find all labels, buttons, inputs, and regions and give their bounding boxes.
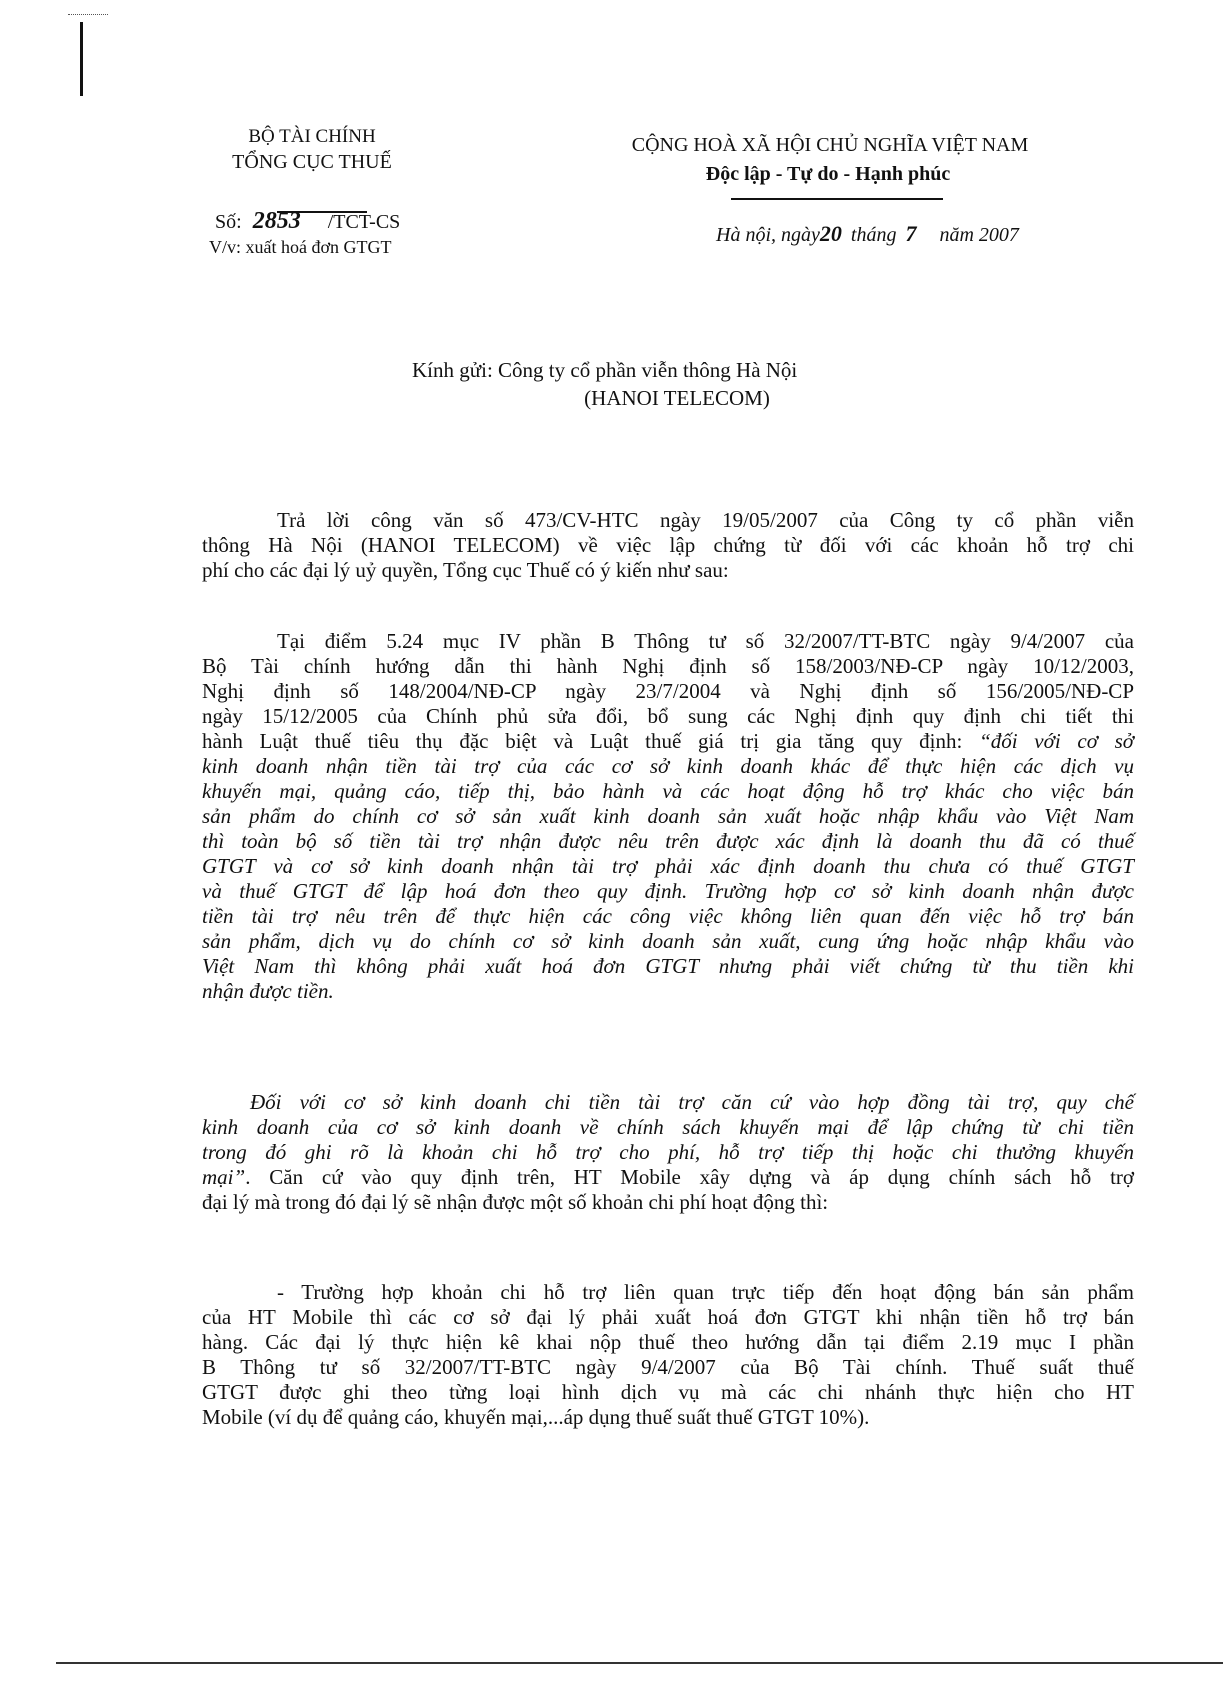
ministry-name: BỘ TÀI CHÍNH: [248, 126, 376, 147]
date-day-handwritten: 20: [819, 221, 842, 246]
text-line: [202, 829, 1134, 854]
text: B Thông tư số 32/2007/TT-BTC ngày 9/4/2007 của Bộ Tài chính. Thuế suất thuế: [202, 1355, 1134, 1379]
italic-text: sản phẩm do chính cơ sở sản xuất kinh doanh sản xuất hoặc nhập khẩu vào Việt Nam: [202, 804, 1134, 828]
italic-text: nhận được tiền.: [202, 979, 334, 1003]
text: thông Hà Nội (HANOI TELECOM) về việc lập chứng từ đối với các khoản hỗ trợ chi: [202, 533, 1134, 557]
number-handwritten: 2853: [252, 208, 301, 234]
italic-text: Đối với cơ sở kinh doanh chi tiền tài trợ căn cứ vào hợp đồng tài trợ, quy chế: [250, 1090, 1134, 1114]
text-line: [202, 679, 1134, 704]
number-label: Số:: [215, 211, 242, 233]
text-line: [202, 779, 1134, 804]
text-line: [202, 533, 1134, 558]
scan-mark: [80, 22, 83, 96]
recipient-name: (HANOI TELECOM): [584, 386, 770, 410]
scan-speck: [68, 14, 108, 17]
text-line: [202, 854, 1134, 879]
date-prefix: Hà nội, ngày: [716, 224, 820, 246]
text: Bộ Tài chính hướng dẫn thi hành Nghị định số 158/2003/NĐ-CP ngày 10/12/2003,: [202, 654, 1134, 678]
date-month-label: tháng: [850, 224, 897, 246]
text: của HT Mobile thì các cơ sở đại lý phải xuất hoá đơn GTGT khi nhận tiền hỗ trợ bán: [202, 1305, 1134, 1329]
italic-text: và thuế GTGT để lập hoá đơn theo quy định. Trường hợp cơ sở kinh doanh nhận được: [202, 879, 1134, 903]
text-line: [202, 1190, 1134, 1215]
number-suffix: /TCT-CS: [327, 211, 401, 233]
text-line: [202, 654, 1134, 679]
national-motto: Độc lập - Tự do - Hạnh phúc: [705, 163, 951, 185]
italic-text: khuyến mại, quảng cáo, tiếp thị, bảo hành và các hoạt động hỗ trợ khác cho việc bán: [202, 779, 1134, 803]
italic-text: kinh doanh nhận tiền tài trợ của các cơ sở kinh doanh khác để thực hiện các dịch vụ: [202, 754, 1134, 778]
italic-text: tiền tài trợ nêu trên để thực hiện các công việc không liên quan đến việc hỗ trợ bán: [202, 904, 1134, 928]
italic-text: GTGT và cơ sở kinh doanh nhận tài trợ phải xác định doanh thu chưa có thuế GTGT: [202, 854, 1134, 878]
issue-date: [716, 221, 1019, 247]
text: ngày 15/12/2005 của Chính phủ sửa đổi, bổ sung các Nghị định quy định chi tiết thi: [202, 704, 1134, 728]
text: hành Luật thuế tiêu thụ đặc biệt và Luật thuế giá trị gia tăng quy định:: [202, 729, 980, 753]
paragraph-legal-basis: [202, 629, 1134, 1004]
right-header-divider: [731, 198, 943, 200]
text: Trả lời công văn số 473/CV-HTC ngày 19/05/2007 của Công ty cổ phần viễn: [277, 508, 1134, 532]
country-name: CỘNG HOÀ XÃ HỘI CHỦ NGHĨA VIỆT NAM: [631, 134, 1029, 156]
text-line: [202, 754, 1134, 779]
text-line: [202, 1090, 1134, 1115]
text-line: [202, 929, 1134, 954]
text-line: [202, 508, 1134, 533]
text-line: [202, 1140, 1134, 1165]
paragraph-case-direct-support: [202, 1280, 1134, 1430]
department-name: TỔNG CỤC THUẾ: [232, 151, 392, 173]
text-line: [202, 804, 1134, 829]
text-line: [202, 1165, 1134, 1190]
text-line: [202, 979, 1134, 1004]
document-number: [215, 208, 400, 235]
text: Mobile (ví dụ để quảng cáo, khuyến mại,...áp dụng thuế suất thuế GTGT 10%).: [202, 1405, 870, 1429]
text-line: [202, 1330, 1134, 1355]
text-line: [202, 904, 1134, 929]
text-line: [202, 1355, 1134, 1380]
date-month-handwritten: 7: [905, 221, 917, 246]
text: . Căn cứ vào quy định trên, HT Mobile xây dựng và áp dụng chính sách hỗ trợ: [245, 1165, 1134, 1189]
text: hàng. Các đại lý thực hiện kê khai nộp thuế theo hướng dẫn tại điểm 2.19 mục I phần: [202, 1330, 1134, 1354]
italic-text: Việt Nam thì không phải xuất hoá đơn GTGT nhưng phải viết chứng từ thu tiền khi: [202, 954, 1134, 978]
text: đại lý mà trong đó đại lý sẽ nhận được một số khoản chi phí hoạt động thì:: [202, 1190, 829, 1214]
page-bottom-rule: [56, 1662, 1223, 1664]
text-line: [202, 629, 1134, 654]
text-line: [202, 558, 1134, 583]
text-line: [202, 879, 1134, 904]
italic-text: thì toàn bộ số tiền tài trợ nhận được nêu trên được xác định là doanh thu đã có thuế: [202, 829, 1134, 853]
text-line: [202, 704, 1134, 729]
text-line: [202, 954, 1134, 979]
italic-text: sản phẩm, dịch vụ do chính cơ sở kinh doanh sản xuất, cung ứng hoặc nhập khẩu vào: [202, 929, 1134, 953]
text-line: [202, 1405, 1134, 1430]
italic-text: mại”: [202, 1165, 246, 1189]
date-year: năm 2007: [939, 224, 1019, 246]
text: phí cho các đại lý uỷ quyền, Tổng cục Thuế có ý kiến như sau:: [202, 558, 729, 582]
text-line: [202, 1115, 1134, 1140]
text-line: [202, 1280, 1134, 1305]
italic-text: trong đó ghi rõ là khoản chi hỗ trợ cho phí, hỗ trợ tiếp thị hoặc chi thưởng khuyến: [202, 1140, 1134, 1164]
text-line: [202, 729, 1134, 754]
document-subject: V/v: xuất hoá đơn GTGT: [209, 237, 392, 257]
text: Tại điểm 5.24 mục IV phần B Thông tư số 32/2007/TT-BTC ngày 9/4/2007 của: [277, 629, 1134, 653]
recipient-line: Kính gửi: Công ty cổ phần viễn thông Hà Nội: [412, 358, 798, 382]
paragraph-reply: [202, 508, 1134, 583]
text: GTGT được ghi theo từng loại hình dịch vụ mà các chi nhánh thực hiện cho HT: [202, 1380, 1134, 1404]
text: - Trường hợp khoản chi hỗ trợ liên quan trực tiếp đến hoạt động bán sản phẩm: [277, 1280, 1134, 1304]
text-line: [202, 1380, 1134, 1405]
italic-text: “đối với cơ sở: [979, 729, 1134, 753]
text: Nghị định số 148/2004/NĐ-CP ngày 23/7/2004 và Nghị định số 156/2005/NĐ-CP: [202, 679, 1134, 703]
italic-text: kinh doanh của cơ sở kinh doanh về chính sách khuyến mại để lập chứng từ chi tiền: [202, 1115, 1134, 1139]
paragraph-sponsor-payer: [202, 1090, 1134, 1215]
text-line: [202, 1305, 1134, 1330]
